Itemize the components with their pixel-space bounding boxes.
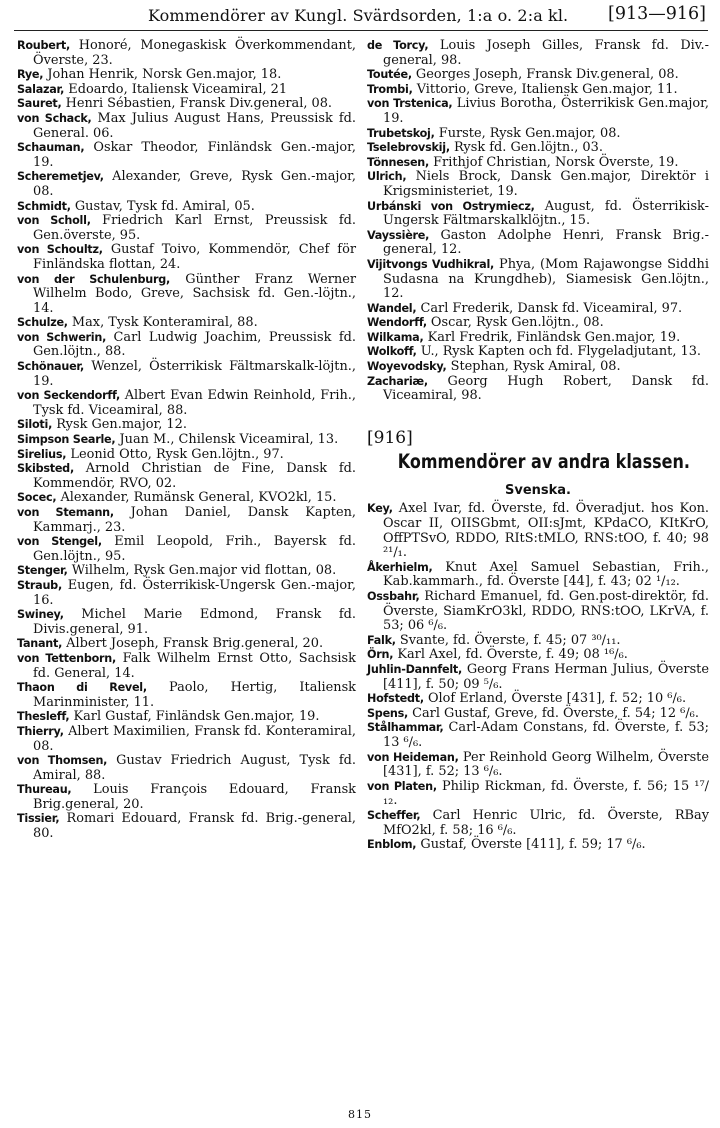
entry-text: Oskar Theodor, Finländsk Gen.-major, 19. (33, 140, 356, 170)
list-item (17, 170, 356, 199)
entry-name: Key, (367, 502, 393, 516)
entry-name: von Seckendorff, (17, 389, 120, 403)
list-item (17, 462, 356, 491)
list-item (367, 97, 709, 126)
entry-text: Phya, (Mom Rajawongse Siddhi Sudasna na Krungdheb), Siamesisk Gen.löjtn., 12. (383, 256, 709, 302)
entry-text: Arnold Christian de Fine, Dansk fd. Kommendör, RVO, 02. (33, 461, 356, 491)
entry-text: Henri Sébastien, Fransk Div.general, 08. (61, 96, 333, 112)
entry-text: Livius Borotha, Österrikisk Gen.major, 19. (383, 96, 709, 126)
entry-text: Georg Hugh Robert, Dansk fd. Viceamiral, 98. (383, 373, 709, 404)
entry-text: Axel Ivar, fd. Överste, fd. Överadjut. hos Kon. Oscar II, OIISGbmt, OII:sJmt, KPdaCO, KItKrO, OffPTSvO, RDDO, RItS:tMLO, RNS:tOO, f. 40; 98 ²¹/₁. (383, 501, 709, 561)
list-item (17, 273, 356, 317)
entry-text: Carl Gustaf, Greve, fd. Överste, f. 54; 12 ⁶/₆. (408, 705, 699, 721)
entry-name: Skibsted, (17, 462, 74, 476)
list-item (367, 200, 709, 229)
list-item (367, 648, 709, 663)
list-item (367, 502, 709, 560)
entry-name: Schulze, (17, 316, 68, 330)
list-item (367, 375, 709, 404)
entry-text: Paolo, Hertig, Italiensk Marinminister, 11. (33, 680, 356, 710)
list-item (17, 39, 356, 68)
entry-text: U., Rysk Kapten och fd. Flygeladjutant, 13. (416, 344, 702, 360)
list-item (367, 331, 709, 346)
list-item (367, 561, 709, 590)
entry-name: Stålhammar, (367, 721, 444, 735)
list-item (17, 448, 356, 463)
list-item (367, 360, 709, 375)
list-item (17, 83, 356, 98)
entry-text: Karl Fredrik, Finländsk Gen.major, 19. (423, 329, 681, 345)
list-item (17, 214, 356, 243)
entry-name: Vayssière, (367, 228, 430, 242)
list-item (17, 200, 356, 215)
list-item (367, 156, 709, 171)
entry-name: Wolkoff, (367, 345, 417, 359)
entry-text: Carl Henric Ulric, fd. Överste, RBay MfO2kl, f. 58; 16 ⁶/₆. (383, 807, 709, 838)
entry-text: Max, Tysk Konteramiral, 88. (67, 315, 258, 331)
entry-name: Spens, (367, 706, 409, 720)
entry-text: Vittorio, Greve, Italiensk Gen.major, 11. (412, 81, 678, 97)
entry-text: Wenzel, Österrikisk Fältmarskalk-löjtn., 19. (33, 359, 356, 389)
running-title: Kommendörer av Kungl. Svärdsorden, 1:a o. 2:a kl. (148, 6, 569, 25)
list-item (17, 608, 356, 637)
entry-name: von Stengel, (17, 535, 102, 549)
entry-name: Thaon di Revel, (17, 681, 147, 695)
entry-text: Svante, fd. Överste, f. 45; 07 ³⁰/₁₁. (395, 632, 621, 648)
entry-text: Niels Brock, Dansk Gen.major, Direktör i Krigsministeriet, 19. (383, 169, 709, 199)
entry-text: August, fd. Österrikisk-Ungersk Fältmarskalklöjtn., 15. (383, 198, 709, 229)
list-item (367, 302, 709, 317)
list-item (367, 127, 709, 142)
list-item (367, 68, 709, 83)
entry-text: Gustav Friedrich August, Tysk fd. Amiral, 88. (33, 753, 356, 783)
entry-name: Hofstedt, (367, 692, 424, 706)
entry-name: Tselebrovskij, (367, 141, 450, 155)
entry-text: Romari Edouard, Fransk fd. Brig.-general, 80. (33, 811, 356, 842)
list-item (367, 590, 709, 634)
list-item (17, 141, 356, 170)
list-item (17, 506, 356, 535)
entry-name: Trubetskoj, (367, 126, 435, 140)
right-column (367, 39, 709, 853)
list-item (17, 360, 356, 389)
entry-name: Tönnesen, (367, 155, 429, 169)
entry-name: Wilkama, (367, 330, 424, 344)
entry-text: Richard Emanuel, fd. Gen.post-direktör, fd. Överste, SiamKrO3kl, RDDO, RNS:tOO, LKrVA, f. 53; 06 ⁶/₆. (383, 589, 709, 634)
list-item (367, 258, 709, 302)
list-item (17, 243, 356, 272)
entry-name: Enblom, (367, 838, 417, 852)
header-rule (14, 30, 708, 31)
list-item (17, 433, 356, 448)
entry-name: Örn, (367, 648, 394, 662)
entry-name: Toutée, (367, 68, 412, 82)
entry-name: Vijitvongs Vudhikral, (367, 257, 495, 271)
list-item (17, 637, 356, 652)
entry-name: Roubert, (17, 39, 70, 52)
list-item (17, 389, 356, 418)
entry-name: Straub, (17, 578, 62, 592)
list-item (17, 710, 356, 725)
entry-name: Ulrich, (367, 170, 407, 184)
entry-name: Schönauer, (17, 360, 85, 374)
entry-name: Schauman, (17, 141, 85, 155)
entry-name: von Platen, (367, 779, 437, 793)
list-item (17, 564, 356, 579)
list-item (367, 809, 709, 838)
entry-name: Scheremetjev, (17, 170, 104, 184)
entry-text: Eugen, fd. Österrikisk-Ungersk Gen.-major, 16. (33, 577, 356, 608)
entry-name: von Schack, (17, 111, 92, 125)
section-tag: [916] (367, 427, 413, 448)
entry-name: von Schwerin, (17, 330, 107, 344)
entry-text: Stephan, Rysk Amiral, 08. (446, 359, 621, 375)
entry-text: Johan Henrik, Norsk Gen.major, 18. (43, 67, 282, 83)
entry-text: Knut Axel Samuel Sebastian, Frih., Kab.kammarh., fd. Överste [44], f. 43; 02 ¹/₁₂. (383, 559, 709, 590)
entry-name: von Stemann, (17, 506, 114, 519)
entry-text: Alexander, Rumänsk General, KVO2kl, 15. (56, 490, 337, 506)
entry-text: Leonid Otto, Rysk Gen.löjtn., 97. (66, 446, 284, 462)
entry-text: Carl-Adam Constans, fd. Överste, f. 53; 13 ⁶/₆. (383, 720, 709, 750)
entry-text: Gustaf Toivo, Kommendör, Chef för Finländska flottan, 24. (33, 242, 356, 272)
entry-name: von der Schulenburg, (17, 272, 170, 286)
entry-name: von Tettenborn, (17, 651, 117, 665)
entry-text: Per Reinhold Georg Wilhelm, Överste [431], f. 52; 13 ⁶/₆. (383, 749, 709, 780)
page-header (0, 4, 720, 30)
list-item (17, 418, 356, 433)
entry-text: Albert Maximilien, Fransk fd. Konteramiral, 08. (33, 723, 356, 754)
entry-text: Oscar, Rysk Gen.löjtn., 08. (426, 315, 604, 331)
list-item (367, 345, 709, 360)
list-item (367, 39, 709, 68)
entry-text: Gustaf, Överste [411], f. 59; 17 ⁶/₆. (416, 837, 646, 853)
entry-text: Michel Marie Edmond, Fransk fd. Divis.general, 91. (33, 607, 356, 637)
list-item (17, 316, 356, 331)
entry-text: Philip Rickman, fd. Överste, f. 56; 15 ¹⁷/₁₂. (383, 778, 709, 809)
entry-text: Rysk fd. Gen.löjtn., 03. (449, 140, 603, 156)
entry-text: Louis François Edouard, Fransk Brig.general, 20. (33, 782, 356, 812)
list-item (17, 331, 356, 360)
left-column (17, 39, 356, 842)
entry-name: Siloti, (17, 418, 53, 432)
entry-text: Olof Erland, Överste [431], f. 52; 10 ⁶/₆. (423, 691, 687, 707)
entry-text: Rysk Gen.major, 12. (52, 417, 187, 433)
list-item (367, 721, 709, 750)
entry-name: Stenger, (17, 564, 68, 578)
entry-name: Tanant, (17, 637, 63, 651)
entry-text: Alexander, Greve, Rysk Gen.-major, 08. (33, 169, 356, 199)
entry-text: Carl Ludwig Joachim, Preussisk fd. Gen.löjtn., 88. (33, 329, 356, 360)
page-number: 815 (348, 1108, 372, 1121)
entry-name: Salazar, (17, 82, 65, 96)
list-item (367, 751, 709, 780)
entry-name: Thierry, (17, 724, 64, 738)
entry-name: von Scholl, (17, 214, 91, 228)
list-item (367, 838, 709, 853)
entry-name: von Thomsen, (17, 754, 108, 768)
list-item (17, 652, 356, 681)
entry-name: von Trstenica, (367, 97, 453, 111)
entry-text: Johan Daniel, Dansk Kapten, Kammarj., 23. (33, 505, 356, 535)
page-range: [913—916] (608, 4, 706, 24)
entry-name: Sauret, (17, 97, 62, 111)
list-item (17, 491, 356, 506)
entry-name: Urbánski von Ostrymiecz, (367, 199, 535, 213)
entry-text: Louis Joseph Gilles, Fransk fd. Div.-general, 98. (383, 38, 709, 68)
list-item (17, 725, 356, 754)
entry-text: Karl Gustaf, Finländsk Gen.major, 19. (69, 709, 320, 725)
entry-name: Falk, (367, 633, 396, 647)
entry-text: Albert Joseph, Fransk Brig.general, 20. (62, 636, 324, 652)
section-subtitle: Svenska. (504, 482, 571, 498)
list-item (17, 112, 356, 141)
list-item (367, 229, 709, 258)
entry-name: Thureau, (17, 783, 72, 797)
entry-name: von Schoultz, (17, 243, 103, 257)
entry-name: Scheffer, (367, 808, 421, 822)
entry-name: Rye, (17, 68, 44, 82)
list-item (17, 783, 356, 812)
list-item (367, 663, 709, 692)
right-entries (367, 39, 709, 404)
entry-name: Thesleff, (17, 710, 70, 724)
entry-text: Georg Frans Herman Julius, Överste [411], f. 50; 09 ⁵/₆. (383, 661, 709, 692)
entry-text: Gustav, Tysk fd. Amiral, 05. (70, 198, 255, 214)
entry-text: Wilhelm, Rysk Gen.major vid flottan, 08. (67, 563, 337, 579)
entry-name: Woyevodsky, (367, 360, 447, 374)
entry-name: Sirelius, (17, 447, 67, 461)
list-item (367, 780, 709, 809)
list-item (17, 812, 356, 841)
entry-text: Georges Joseph, Fransk Div.general, 08. (411, 67, 679, 83)
entry-text: Frithjof Christian, Norsk Överste, 19. (429, 154, 679, 170)
list-item (367, 170, 709, 199)
entry-text: Karl Axel, fd. Överste, f. 49; 08 ¹⁶/₆. (393, 647, 628, 663)
entry-name: Socec, (17, 491, 57, 505)
entry-text: Friedrich Karl Ernst, Preussisk fd. Gen.överste, 95. (33, 213, 356, 243)
entry-name: Åkerhielm, (367, 560, 433, 574)
entry-text: Albert Evan Edwin Reinhold, Frih., Tysk fd. Viceamiral, 88. (33, 388, 356, 418)
entry-name: de Torcy, (367, 39, 429, 52)
list-item (17, 681, 356, 710)
list-item (17, 97, 356, 112)
entry-name: Wandel, (367, 301, 417, 315)
entry-text: Günther Franz Werner Wilhelm Bodo, Greve, Sachsisk fd. Gen.-löjtn., 14. (33, 271, 356, 316)
entry-name: Juhlin-Dannfelt, (367, 662, 463, 676)
list-item (17, 535, 356, 564)
entry-name: Simpson Searle, (17, 433, 116, 447)
list-item (367, 692, 709, 707)
entry-name: Wendorff, (367, 316, 427, 330)
list-item (17, 68, 356, 83)
entry-text: Carl Frederik, Dansk fd. Viceamiral, 97. (416, 300, 683, 316)
entry-text: Gaston Adolphe Henri, Fransk Brig.-general, 12. (383, 227, 709, 258)
entry-name: Schmidt, (17, 199, 71, 213)
swedish-entries (367, 502, 709, 852)
list-item (17, 579, 356, 608)
entry-text: Falk Wilhelm Ernst Otto, Sachsisk fd. General, 14. (33, 650, 356, 681)
entry-name: Trombi, (367, 82, 413, 96)
list-item (367, 316, 709, 331)
entry-text: Max Julius August Hans, Preussisk fd. General. 06. (33, 110, 356, 141)
entry-text: Emil Leopold, Frih., Bayersk fd. Gen.löjtn., 95. (33, 534, 356, 564)
entry-name: von Heideman, (367, 750, 459, 764)
entry-name: Zachariæ, (367, 374, 428, 388)
entry-text: Edoardo, Italiensk Viceamiral, 21 (64, 81, 288, 97)
entry-text: Honoré, Monegaskisk Överkommendant, Överste, 23. (33, 38, 356, 68)
list-item (17, 754, 356, 783)
list-item (367, 141, 709, 156)
entry-name: Ossbahr, (367, 590, 420, 603)
entry-text: Juan M., Chilensk Viceamiral, 13. (115, 432, 339, 448)
entry-name: Swiney, (17, 608, 64, 622)
entry-name: Tissier, (17, 812, 60, 826)
section-title: Kommendörer av andra klassen. (397, 449, 690, 473)
entry-text: Furste, Rysk Gen.major, 08. (434, 125, 621, 141)
